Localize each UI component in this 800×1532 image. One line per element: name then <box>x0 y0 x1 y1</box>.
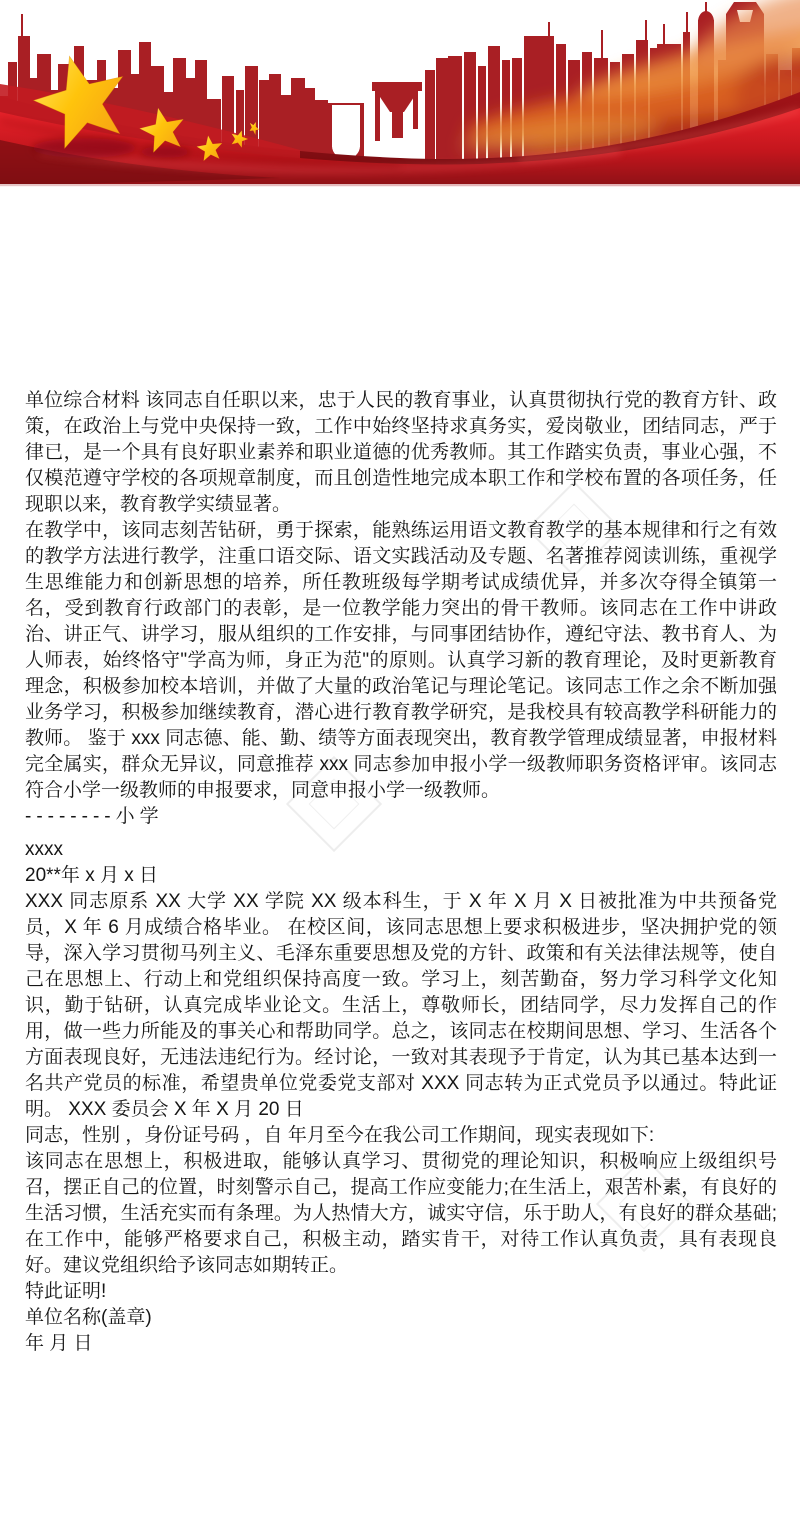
line-year-month-day: 年 月 日 <box>25 1333 93 1354</box>
banner-bottom-line <box>0 184 800 187</box>
paragraph-party-probation-certificate: XXX 同志原系 XX 大学 XX 学院 XX 级本科生，于 X 年 X 月 X 日被批准为中共预备党员，X 年 6 月成绩合格毕业。 在校区间，该同志思想上要求积极进步，坚决拥护党的领导，深入学习贯彻马列主义、毛泽东重要思想及党的方针、政策和有关法律法规等，使自己在思想上、行动上和党组织保持高度一致。学习上，刻苦勤奋，努力学习科学文化知识，勤于钻研，认真完成毕业论文。生活上，尊敬师长，团结同学，尽力发挥自己的作用，做一些力所能及的事关心和帮助同学。总之，该同志在校期间思想、学习、生活各个方面表现良好，无违法违纪行为。经讨论，一致对其表现予于肯定，认为其已基本达到一名共产党员的标准，希望贵单位党委党支部对 XXX 同志转为正式党员予以通过。特此证明。 XXX 委员会 X 年 X 月 20 日 <box>25 891 777 1120</box>
banner-graphic <box>0 0 800 195</box>
monument-silhouette <box>372 82 422 141</box>
paragraph-teaching-performance: 在教学中，该同志刻苦钻研，勇于探索，能熟练运用语文教育教学的基本规律和行之有效的教学方法进行教学，注重口语交际、语文实践活动及专题、名著推荐阅读训练，重视学生思维能力和创新思想的培养，所任教班级每学期考试成绩优异，并多次夺得全镇第一名，受到教育行政部门的表彰，是一位教学能力突出的骨干教师。该同志在工作中讲政治、讲正气、讲学习，服从组织的工作安排，与同事团结协作，遵纪守法、教书育人、为人师表，始终恪守"学高为师，身正为范"的原则。认真学习新的教育理论，及时更新教育理念，积极参加校本培训，并做了大量的政治笔记与理论笔记。该同志工作之余不断加强业务学习，积极参加继续教育，潜心进行教育教学研究，是我校具有较高教学科研能力的教师。 鉴于 xxx 同志德、能、勤、绩等方面表现突出，教育教学管理成绩显著，申报材料完全属实，群众无异议，同意推荐 xxx 同志参加申报小学一级教师职务资格评审。该同志符合小学一级教师的申报要求，同意申报小学一级教师。 <box>25 520 777 801</box>
line-xxxx-placeholder: xxxx <box>25 839 63 860</box>
arch-notch <box>332 105 360 159</box>
paragraph-unit-comprehensive-material: 单位综合材料 该同志自任职以来，忠于人民的教育事业，认真贯彻执行党的教育方针、政策，在政治上与党中央保持一致，工作中始终坚持求真务实，爱岗敬业，团结同志，严于律已，是一个具有良好职业素养和职业道德的优秀教师。其工作踏实负责，事业心强，不仅模范遵守学校的各项规章制度，而且创造性地完成本职工作和学校布置的各项任务，任现职以来，教育教学实绩显著。 <box>25 390 777 515</box>
line-school-signature: --------小学 <box>25 806 164 827</box>
line-date-placeholder: 20**年 x 月 x 日 <box>25 865 159 886</box>
line-comrade-info-blanks: 同志，性别 ，身份证号码 ，自 年月至今在我公司工作期间，现实表现如下: <box>25 1125 655 1146</box>
line-unit-name-seal: 单位名称(盖章) <box>25 1307 152 1328</box>
document-body <box>25 388 777 1357</box>
paragraph-work-performance-evaluation: 该同志在思想上，积极进取，能够认真学习、贯彻党的理论知识，积极响应上级组织号召，摆正自己的位置，时刻警示自己，提高工作应变能力;在生活上，艰苦朴素，有良好的生活习惯，生活充实而有条理。为人热情大方，诚实守信，乐于助人，有良好的群众基础;在工作中，能够严格要求自己，积极主动，踏实肯干，对待工作认真负责，具有表现良好。建议党组织给予该同志如期转正。 <box>25 1151 777 1276</box>
line-hereby-certify: 特此证明! <box>25 1281 107 1302</box>
